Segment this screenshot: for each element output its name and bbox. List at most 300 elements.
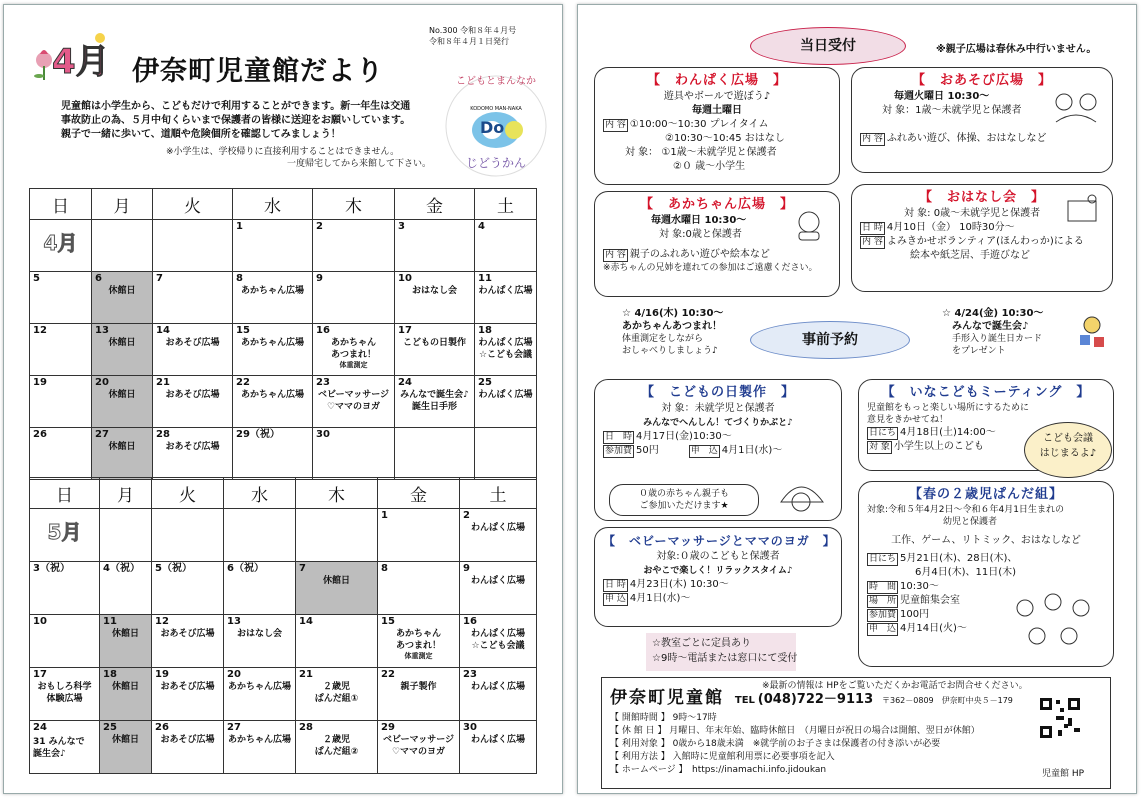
class-notes (646, 633, 796, 671)
logo-bottom-text: じどうかん (465, 156, 526, 170)
day-number: 19 (33, 377, 47, 388)
intro-line-1: 児童館は小学生から、こどもだけで利用することができます。新一年生は交通 (61, 101, 411, 112)
day-event: ベビーマッサージ ♡ママのヨガ (317, 390, 390, 412)
calendar-day-cell (395, 376, 475, 428)
day-event: 休館日 (108, 286, 136, 296)
day-number: 21 (156, 377, 170, 388)
oasobi-line-3: ふれあい遊び、体操、おはなしなど (886, 133, 1047, 144)
calendar-week-row (30, 272, 537, 324)
reservation-heading: 事前予約 (750, 321, 910, 359)
calendar-day-cell (460, 668, 537, 721)
kodomonohi-title: 【 こどもの日製作 】 (640, 385, 795, 400)
picture-show-icon (1064, 193, 1102, 225)
day-number: 2 (463, 510, 470, 521)
footer-hours: 【 開館時間 】 9時～17時 (610, 713, 717, 723)
day-number: 5 (33, 273, 40, 284)
day-event: わんぱく広場 ☆こども会議 (470, 629, 525, 651)
day-number: 7 (156, 273, 163, 284)
day-event: おはなし会 (236, 629, 282, 639)
day-number: 14 (299, 616, 313, 627)
day-number: 23 (463, 669, 477, 680)
footer-closed: 【 休 館 日 】 月曜日、年末年始、臨時休館日 （月曜日が祝日の場合は開館、翌日が休館） (610, 726, 980, 736)
day-number: 16 (463, 616, 477, 627)
kodomonohi-line-2: みんなでへんしん！てづくりかぶと♪ (643, 418, 793, 428)
calendar-day-cell (30, 272, 92, 324)
day-event: あかちゃん あつまれ！ (330, 338, 376, 360)
calendar-day-cell (153, 272, 233, 324)
issue-number: No.300 令和８年４月号 (429, 26, 517, 35)
april-month-label: 4月 (43, 231, 78, 255)
day-event: あかちゃん広場 (227, 682, 291, 692)
day-event-extra: 31 みんなで 誕生会♪ (33, 737, 85, 759)
ohanashi-line-2: 4月10日（金） 10時30分～ (886, 222, 1015, 233)
akachan-line-4: ※赤ちゃんの兄姉を連れての参加はご遠慮ください。 (603, 263, 818, 273)
day-number: 15 (381, 616, 395, 627)
day-number: 15 (236, 325, 250, 336)
meeting-line-4: 小学生以上のこども (893, 441, 984, 452)
day-number: 7 (299, 563, 306, 574)
calendar-day-cell (460, 721, 537, 774)
calendar-day-cell (475, 428, 537, 480)
calendar-day-cell (92, 272, 153, 324)
day-event: ２歳児 ぱんだ組① (314, 682, 359, 704)
day-event: おはなし会 (411, 286, 457, 296)
mini-event-1-line-4: おしゃべりしましょう♪ (622, 346, 718, 356)
calendar-day-cell (296, 615, 378, 668)
calendar-day-cell (100, 668, 152, 721)
baby-massage-line-1: 対象:０歳のこどもと保護者 (656, 551, 780, 562)
calendar-day-cell (30, 668, 100, 721)
april-badge-text: 4月 (52, 42, 110, 82)
weekday-tue: 火 (152, 478, 224, 509)
calendar-week-row (30, 562, 537, 615)
calendar-day-cell (475, 272, 537, 324)
baby-massage-line-3: 4月23日(木) 10:30～ (629, 579, 729, 590)
day-event: おあそび広場 (160, 682, 215, 692)
ohanashi-line-3: よみきかせボランティア(ほんわっか)による (886, 236, 1084, 247)
day-number: 6 (95, 273, 102, 284)
intro-line-2: 事故防止の為、５月中旬くらいまで保護者の皆様に送迎をお願いしています。 (61, 115, 411, 126)
day-event: ベビーマッサージ ♡ママのヨガ (382, 735, 455, 757)
day-number: 29（祝） (236, 429, 280, 440)
calendar-day-cell (395, 428, 475, 480)
calendar-week-row (30, 509, 537, 562)
weekday-sun: 日 (30, 478, 100, 509)
panda-title: 【春の２歳児ぱんだ組】 (908, 487, 1063, 502)
ohanashi-title: 【 おはなし会 】 (918, 190, 1045, 205)
day-event: おあそび広場 (165, 442, 220, 452)
calendar-day-cell (153, 428, 233, 480)
kids-playing-icon (1052, 88, 1102, 126)
weekday-sun: 日 (30, 189, 92, 220)
weekday-fri: 金 (378, 478, 460, 509)
day-number: 29 (381, 722, 395, 733)
day-event: あかちゃん あつまれ！ (395, 629, 441, 651)
panda-line-6: 10:30～ (900, 581, 939, 592)
same-day-note: ※親子広場は春休み中行いません。 (936, 44, 1097, 55)
weekday-wed: 水 (233, 189, 313, 220)
day-event: あかちゃん広場 (240, 286, 304, 296)
calendar-day-cell (152, 721, 224, 774)
calendar-day-cell (313, 220, 395, 272)
day-number: 17 (33, 669, 47, 680)
day-number: 3（祝） (33, 563, 70, 574)
day-number: 30 (463, 722, 477, 733)
day-number: 4 (478, 221, 485, 232)
ohanashi-box (851, 184, 1113, 292)
calendar-day-cell (100, 509, 152, 562)
day-number: 25 (103, 722, 117, 733)
day-number: 11 (103, 616, 117, 627)
kodomonohi-apply-label: 申 込 (690, 446, 718, 456)
day-number: 18 (478, 325, 492, 336)
calendar-day-cell (224, 721, 296, 774)
logo-top-text: こどもとまんなか (456, 76, 536, 87)
baby-massage-line-2: おやこで楽しく！リラックスタイム♪ (643, 566, 793, 576)
day-number: 6（祝） (227, 563, 264, 574)
panda-place-label: 場 所 (869, 596, 897, 606)
day-event-sub: 体重測定 (404, 652, 433, 660)
panda-date-label: 日にち (869, 554, 897, 564)
calendar-day-cell (233, 428, 313, 480)
panda-time-label: 時 間 (869, 582, 897, 592)
day-number: 8 (236, 273, 243, 284)
calendar-day-cell (378, 721, 460, 774)
calendar-day-cell (153, 376, 233, 428)
panda-line-9: 4月14日(火)～ (900, 623, 967, 634)
day-event: 休館日 (322, 576, 350, 586)
day-event: おあそび広場 (165, 390, 220, 400)
ohanashi-content-label: 内 容 (862, 237, 883, 247)
baby-massage-title: 【 ベビーマッサージとママのヨガ 】 (603, 534, 836, 548)
calendar-day-cell (92, 220, 153, 272)
day-number: 4（祝） (103, 563, 140, 574)
panda-line-1: 対象:令和５年4月2日～令和６年4月1日生まれの (867, 505, 1064, 515)
calendar-week-row (30, 376, 537, 428)
calendar-day-cell (30, 428, 92, 480)
calendar-day-cell (395, 324, 475, 376)
logo-small-text: KODOMO MAN-NAKA (470, 106, 522, 112)
logo-mid-text: Do (480, 118, 505, 137)
panda-line-3: 工作、ゲーム、リトミック、おはなしなど (891, 535, 1081, 546)
kodomonohi-line-1: 対 象：未就学児と保護者 (661, 403, 775, 414)
calendar-day-cell (475, 324, 537, 376)
calendar-day-cell (100, 721, 152, 774)
day-number: 24 (33, 722, 47, 733)
calendar-day-cell (296, 668, 378, 721)
akachan-title: 【 あかちゃん広場 】 (639, 197, 794, 212)
day-number: 11 (478, 273, 492, 284)
wanpaku-line-2: 毎週土曜日 (692, 105, 742, 116)
panda-line-4: 5月21日(木)、28日(木)、 (900, 553, 1018, 564)
oasobi-title: 【 おあそび広場 】 (911, 73, 1052, 88)
mini-event-2-line-3: 手形入り誕生日カード (952, 334, 1043, 344)
toddlers-circle-icon (1005, 590, 1101, 654)
left-page (3, 4, 563, 794)
footer-top-note: ※最新の情報は HPをご覧いただくかお電話でお問合せください。 (762, 681, 1028, 691)
day-number: 28 (156, 429, 170, 440)
calendar-day-cell (92, 428, 153, 480)
day-number: 3 (398, 221, 405, 232)
issue-info (429, 25, 516, 47)
day-event: 休館日 (111, 735, 139, 745)
mini-event-1-line-3: 体重測定をしながら (622, 334, 704, 344)
wanpaku-line-5: 対 象： ①1歳～未就学児と保護者 (625, 147, 777, 158)
day-event: みんなで誕生会♪ 誕生日手形 (400, 390, 469, 412)
day-event: こどもの日製作 (402, 338, 466, 348)
same-day-heading: 当日受付 (750, 27, 906, 65)
mini-event-1 (622, 307, 723, 357)
day-event: わんぱく広場 (470, 576, 525, 586)
mini-event-1-line-2: あかちゃんあつまれ！ (622, 321, 722, 332)
day-number: 17 (398, 325, 412, 336)
calendar-day-cell (378, 509, 460, 562)
meeting-callout: こども会議 はじまるよ♪ (1024, 422, 1112, 478)
footer-target: 【 利用対象 】 0歳から18歳未満 ※就学前のお子さまは保護者の付き添いが必要 (610, 739, 941, 749)
baby-massage-line-4: 4月1日(水)～ (629, 593, 691, 604)
intro-line-3: 親子で一緒に歩いて、道順や危険個所を確認してみましょう！ (61, 129, 341, 140)
calendar-day-cell (30, 324, 92, 376)
weekday-thu: 木 (296, 478, 378, 509)
day-event: おあそび広場 (160, 735, 215, 745)
calendar-day-cell (296, 509, 378, 562)
calendar-day-cell (233, 220, 313, 272)
day-number: 18 (103, 669, 117, 680)
day-number: 25 (478, 377, 492, 388)
calendar-day-cell (100, 615, 152, 668)
day-number: 14 (156, 325, 170, 336)
qr-caption: 児童館 HP (1042, 769, 1085, 779)
day-event: 休館日 (108, 390, 136, 400)
day-event: おもしろ科学 体験広場 (37, 682, 92, 704)
day-number: 12 (155, 616, 169, 627)
ohanashi-line-4: 絵本や紙芝居、手遊びなど (910, 250, 1030, 261)
baby-icon (791, 208, 827, 242)
helmet-kids-icon (775, 472, 829, 516)
meeting-line-2: 意見をきかせてね！ (867, 415, 949, 425)
panda-fee-label: 参加費 (869, 610, 897, 620)
day-number: 10 (33, 616, 47, 627)
oasobi-box (851, 67, 1113, 173)
akachan-line-2: 対 象:0歳と保護者 (659, 229, 742, 240)
calendar-day-cell (153, 324, 233, 376)
calendar-day-cell (460, 562, 537, 615)
calendar-day-cell (313, 428, 395, 480)
footer-address: 〒362－0809 伊奈町中央５－179 (882, 696, 1013, 705)
calendar-week-row (30, 721, 537, 774)
panda-box (858, 481, 1114, 667)
day-event: 休館日 (111, 682, 139, 692)
calendar-day-cell (152, 562, 224, 615)
calendar-day-cell (395, 272, 475, 324)
oasobi-line-2: 対 象：1歳～未就学児と保護者 (882, 105, 1022, 116)
footer-name: 伊奈町児童館 (610, 688, 724, 708)
calendar-week-row (30, 428, 537, 480)
mini-event-2 (942, 307, 1043, 357)
calendar-day-cell (233, 272, 313, 324)
april-badge (34, 30, 114, 85)
calendar-day-cell (313, 324, 395, 376)
calendar-day-cell (30, 509, 100, 562)
day-event: おあそび広場 (165, 338, 220, 348)
calendar-day-cell (313, 272, 395, 324)
akachan-line-1: 毎週水曜日 10:30～ (651, 215, 747, 226)
baby-massage-date-label: 日 時 (605, 580, 626, 590)
weekday-sat: 土 (460, 478, 537, 509)
weekday-wed: 水 (224, 478, 296, 509)
day-event: 休館日 (108, 442, 136, 452)
day-event: わんぱく広場 (470, 735, 525, 745)
panda-apply-label: 申 込 (869, 624, 897, 634)
weekday-tue: 火 (153, 189, 233, 220)
day-event: わんぱく広場 ☆こども会議 (478, 338, 533, 360)
right-page (577, 4, 1137, 794)
calendar-day-cell (313, 376, 395, 428)
mini-event-2-line-4: をプレゼント (952, 346, 1006, 356)
weekday-thu: 木 (313, 189, 395, 220)
calendar-day-cell (395, 220, 475, 272)
oasobi-content-label: 内 容 (862, 134, 883, 144)
calendar-day-cell (92, 376, 153, 428)
day-event: ２歳児 ぱんだ組② (314, 735, 359, 757)
calendar-day-cell (224, 668, 296, 721)
kodomonohi-fee-label: 参加費 (605, 446, 633, 456)
calendar-day-cell (152, 509, 224, 562)
calendar-day-cell (296, 721, 378, 774)
footer-tel-label: TEL (734, 695, 755, 706)
day-number: 16 (316, 325, 330, 336)
ohanashi-date-label: 日 時 (862, 223, 883, 233)
calendar-day-cell (233, 324, 313, 376)
meeting-line-1: 児童館をもっと楽しい場所にするために (867, 403, 1030, 413)
baby-massage-box (594, 527, 842, 627)
calendar-day-cell (460, 509, 537, 562)
wanpaku-line-6: ②０ 歳～小学生 (673, 161, 746, 172)
newsletter-title: 伊奈町児童館だより (132, 56, 384, 87)
panda-line-7: 児童館集会室 (900, 595, 961, 606)
day-number: 22 (381, 669, 395, 680)
footer-info (601, 677, 1111, 789)
day-number: 22 (236, 377, 250, 388)
calendar-day-cell (378, 562, 460, 615)
wanpaku-line-1: 遊具やボールで遊ぼう♪ (663, 91, 771, 102)
day-number: 20 (95, 377, 109, 388)
day-number: 1 (381, 510, 388, 521)
mini-event-2-line-2: みんなで誕生会♪ (952, 321, 1029, 332)
oasobi-line-1: 毎週火曜日 10:30～ (894, 91, 990, 102)
intro-text (61, 100, 433, 170)
kodomonohi-line-5: 4月1日(水)～ (721, 445, 783, 456)
day-number: 20 (227, 669, 241, 680)
calendar-day-cell (224, 562, 296, 615)
kodomonohi-date-label: 日 時 (605, 432, 633, 442)
day-event: わんぱく広場 (478, 286, 533, 296)
day-event: 親子製作 (400, 682, 437, 692)
footer-homepage[interactable]: 【 ホームページ 】 https://inamachi.info.jidoukan (610, 765, 827, 775)
calendar-week-row (30, 220, 537, 272)
day-event: あかちゃん広場 (240, 390, 304, 400)
day-event: おあそび広場 (160, 629, 215, 639)
day-event: わんぱく広場 (478, 390, 533, 400)
kodomonohi-bubble: ０歳の赤ちゃん親子も ご参加いただけます★ (609, 484, 759, 516)
qr-code-icon[interactable] (1038, 696, 1082, 740)
day-number: 5（祝） (155, 563, 192, 574)
day-number: 30 (316, 429, 330, 440)
panda-line-2: 幼児と保護者 (943, 517, 998, 527)
calendar-day-cell (92, 324, 153, 376)
meeting-date-label: 日にち (869, 428, 897, 438)
day-event: わんぱく広場 (470, 682, 525, 692)
issue-date: 令和８年４月１日発行 (429, 37, 509, 46)
wanpaku-line-4: ②10:30～10:45 おはなし (665, 133, 785, 144)
class-note-1: ☆教室ごとに定員あり (652, 638, 751, 649)
day-number: 21 (299, 669, 313, 680)
calendar-day-cell (152, 615, 224, 668)
ohanashi-line-1: 対 象: 0歳～未就学児と保護者 (904, 208, 1041, 219)
day-number: 8 (381, 563, 388, 574)
kodomonohi-box (594, 379, 842, 521)
weekday-fri: 金 (395, 189, 475, 220)
calendar-day-cell (30, 562, 100, 615)
calendar-day-cell (153, 220, 233, 272)
akachan-box (594, 191, 840, 297)
intro-note-2: 一度帰宅してから来館して下さい。 (287, 159, 432, 169)
calendar-day-cell (233, 376, 313, 428)
footer-tel[interactable]: (048)722－9113 (757, 692, 874, 707)
intro-note-1: ※小学生は、学校帰りに直接利用することはできません。 (166, 147, 400, 157)
day-number: 28 (299, 722, 313, 733)
gift-blocks-icon (1072, 313, 1112, 353)
calendar-day-cell (460, 615, 537, 668)
day-number: 26 (155, 722, 169, 733)
calendar-day-cell (475, 220, 537, 272)
day-number: 9 (316, 273, 323, 284)
may-calendar (29, 477, 537, 774)
day-event: あかちゃん広場 (240, 338, 304, 348)
wanpaku-box (594, 67, 840, 185)
day-number: 13 (95, 325, 109, 336)
meeting-title: 【 いなこどもミーティング 】 (881, 385, 1091, 400)
panda-line-5: 6月4日(木)、11日(木) (915, 567, 1017, 578)
class-note-2: ☆9時～電話または窓口にて受付 (652, 653, 798, 664)
calendar-week-row (30, 615, 537, 668)
baby-massage-apply-label: 申 込 (605, 594, 626, 604)
day-event: わんぱく広場 (470, 523, 525, 533)
day-number: 26 (33, 429, 47, 440)
day-number: 13 (227, 616, 241, 627)
meeting-target-label: 対 象 (869, 442, 890, 452)
calendar-day-cell (152, 668, 224, 721)
wanpaku-line-3: ①10:00～10:30 プレイタイム (629, 119, 769, 130)
calendar-day-cell (100, 562, 152, 615)
day-number: 27 (227, 722, 241, 733)
day-number: 2 (316, 221, 323, 232)
may-month-label: 5月 (47, 520, 82, 544)
day-number: 23 (316, 377, 330, 388)
day-event: 休館日 (111, 629, 139, 639)
meeting-line-3: 4月18日(土)14:00～ (900, 427, 996, 438)
panda-line-8: 100円 (900, 609, 930, 620)
calendar-day-cell (296, 562, 378, 615)
day-event: 休館日 (108, 338, 136, 348)
wanpaku-title: 【 わんぱく広場 】 (646, 73, 787, 88)
calendar-day-cell (378, 668, 460, 721)
calendar-day-cell (30, 220, 92, 272)
weekday-sat: 土 (475, 189, 537, 220)
weekday-mon: 月 (92, 189, 153, 220)
footer-method: 【 利用方法 】 入館時に児童館利用票に必要事項を記入 (610, 752, 835, 762)
weekday-mon: 月 (100, 478, 152, 509)
